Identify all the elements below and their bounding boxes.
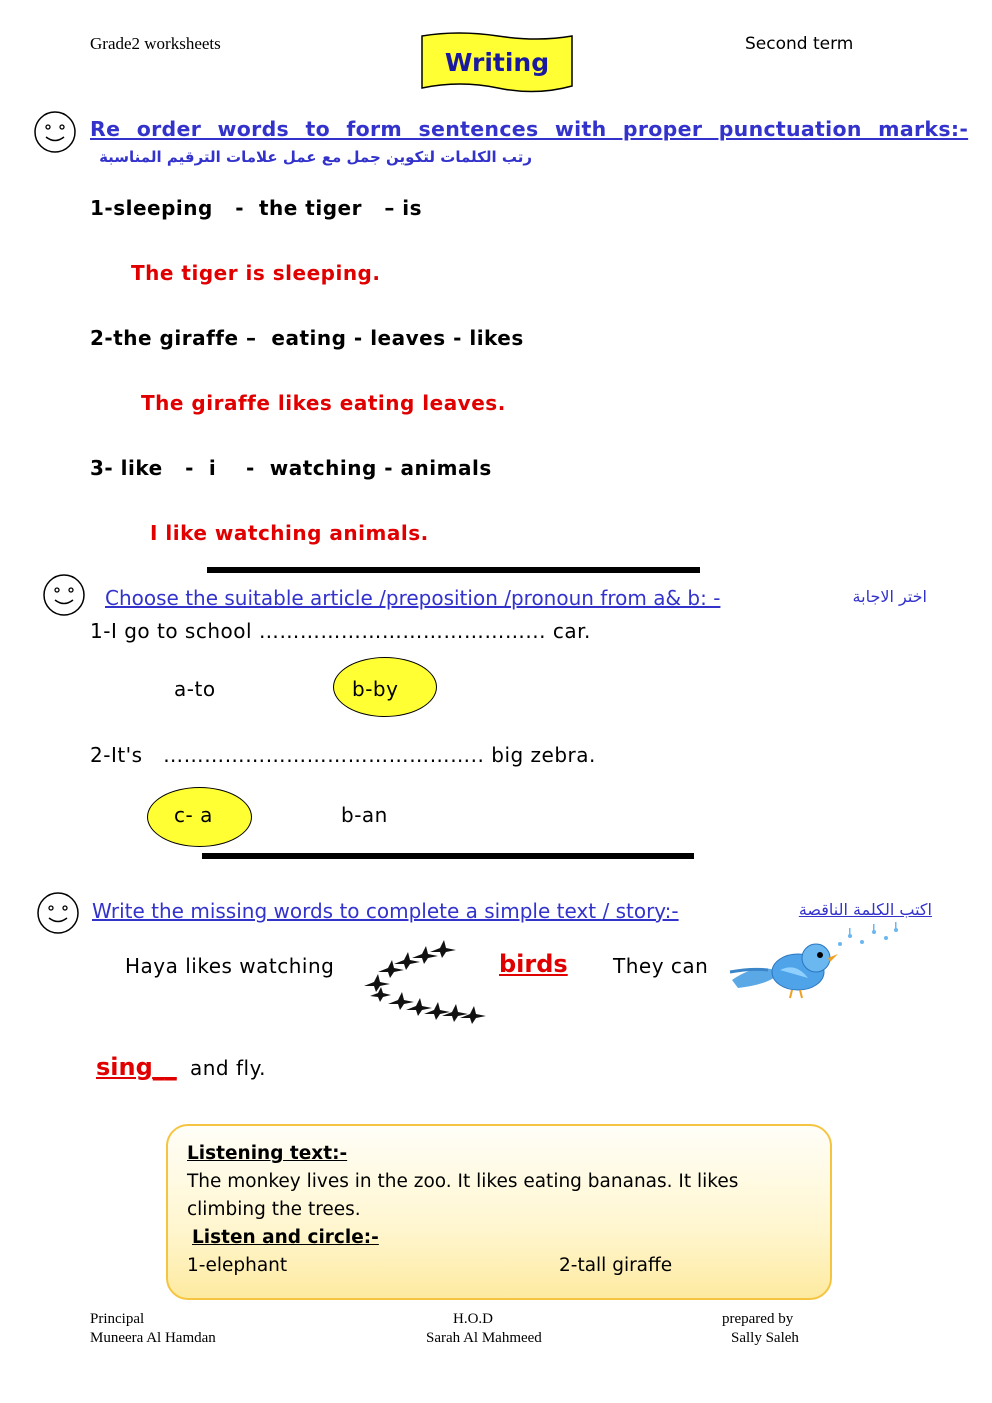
- question-1: 1-sleeping - the tiger – is: [90, 196, 423, 220]
- answer-2: The giraffe likes eating leaves.: [141, 391, 506, 415]
- section1-arabic: رتب الكلمات لتكوين جمل مع عمل علامات الترقيم المناسبة: [99, 148, 532, 166]
- footer-principal-name: Muneera Al Hamdan: [90, 1330, 216, 1346]
- story-line2-end: and fly.: [190, 1056, 266, 1080]
- section1-instruction: Re order words to form sentences with proper punctuation marks:-: [90, 117, 969, 141]
- footer-principal-title: Principal: [90, 1311, 145, 1327]
- section2-instruction: Choose the suitable article /preposition /pronoun from a& b: -: [105, 586, 721, 610]
- story-line1-start: Haya likes watching: [125, 954, 335, 978]
- smiley-icon: [42, 573, 86, 617]
- listening-option-1[interactable]: 1-elephant: [187, 1255, 288, 1276]
- answer-3: I like watching animals.: [150, 521, 429, 545]
- header-right: Second term: [745, 34, 854, 54]
- listening-subheading: Listen and circle:-: [192, 1227, 379, 1248]
- footer-hod-title: H.O.D: [453, 1311, 493, 1327]
- smiley-icon: [36, 891, 80, 935]
- listening-text-line2: climbing the trees.: [187, 1199, 361, 1220]
- section3-arabic: اكتب الكلمة الناقصة: [798, 900, 932, 919]
- header-left: Grade2 worksheets: [90, 34, 221, 53]
- answer-1: The tiger is sleeping.: [131, 261, 381, 285]
- choice-question-2: 2-It's ……………………………………….. big zebra.: [90, 743, 596, 767]
- option-2b[interactable]: b-an: [341, 803, 388, 827]
- singing-bird-icon: [728, 922, 904, 1002]
- divider-1: [207, 567, 700, 573]
- option-2a[interactable]: c- a: [174, 803, 213, 827]
- answer-birds: birds: [499, 950, 568, 978]
- answer-sing: sing__: [96, 1053, 177, 1081]
- listening-heading: Listening text:-: [187, 1143, 348, 1164]
- listening-option-2[interactable]: 2-tall giraffe: [559, 1255, 673, 1276]
- question-3: 3- like - i - watching - animals: [90, 456, 492, 480]
- divider-2: [202, 853, 694, 859]
- question-2: 2-the giraffe – eating - leaves - likes: [90, 326, 524, 350]
- footer-preparer-name: Sally Saleh: [731, 1330, 799, 1346]
- option-1b[interactable]: b-by: [352, 677, 399, 701]
- smiley-icon: [33, 110, 77, 154]
- section3-instruction: Write the missing words to complete a simple text / story:-: [92, 899, 679, 923]
- option-1a[interactable]: a-to: [174, 677, 216, 701]
- story-line1-mid: They can: [613, 954, 709, 978]
- footer-hod-name: Sarah Al Mahmeed: [426, 1330, 542, 1346]
- listening-text-line1: The monkey lives in the zoo. It likes eating bananas. It likes: [187, 1171, 739, 1192]
- section2-arabic: اختر الاجابة: [852, 587, 927, 606]
- answer-sing-blank: __: [152, 1053, 177, 1081]
- choice-question-1: 1-I go to school …………………………………... car.: [90, 619, 591, 643]
- page-title: Writing: [444, 48, 550, 77]
- flying-birds-icon: [358, 938, 488, 1032]
- footer-preparer-title: prepared by: [722, 1311, 794, 1327]
